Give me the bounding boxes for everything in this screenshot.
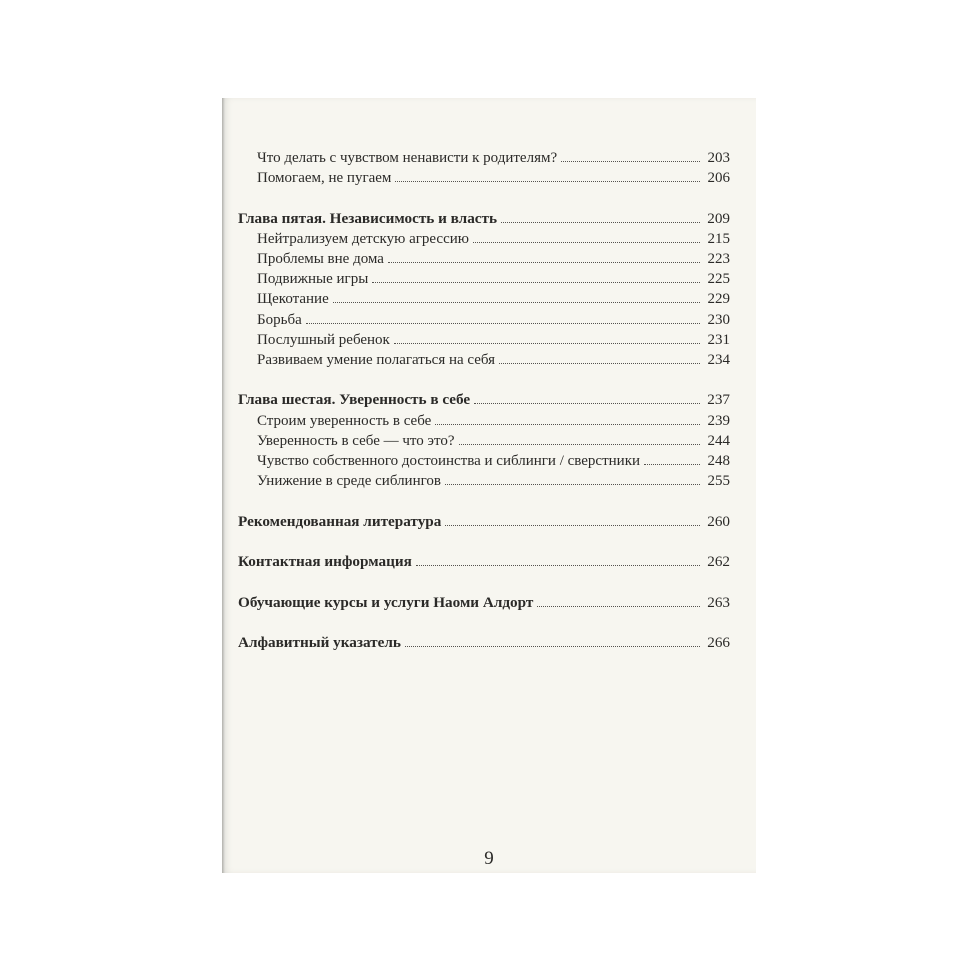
dot-leader [394, 343, 700, 344]
toc-entry-page: 237 [707, 391, 730, 409]
dot-leader [388, 262, 700, 263]
toc-entry-selfreliance [238, 350, 730, 370]
toc-entry-aggression [238, 229, 730, 249]
toc-entry-what-confidence [238, 431, 730, 451]
toc-entry-title: Уверенность в себе — что это? [257, 432, 455, 449]
toc-entry-page: 231 [707, 331, 730, 348]
dot-leader [405, 646, 700, 647]
toc-entry-tickling [238, 289, 730, 309]
spacer [238, 491, 730, 511]
toc-entry-page: 260 [707, 512, 730, 530]
toc-entry-outside [238, 249, 730, 269]
dot-leader [416, 565, 700, 566]
toc-entry-title: Помогаем, не пугаем [257, 170, 392, 187]
toc-entry-humiliation [238, 471, 730, 491]
dot-leader [474, 403, 700, 404]
toc-entry-obedient [238, 330, 730, 350]
dot-leader [501, 222, 700, 223]
table-of-contents [238, 148, 730, 653]
toc-entry-page: 215 [707, 230, 730, 247]
toc-entry-page: 262 [707, 553, 730, 571]
spacer [238, 532, 730, 552]
dot-leader [644, 464, 700, 465]
spacer [238, 613, 730, 633]
dot-leader [561, 161, 700, 162]
page-number: 9 [484, 848, 494, 869]
toc-entry-dignity-siblings [238, 451, 730, 471]
toc-entry-page: 248 [707, 453, 730, 470]
dot-leader [372, 282, 700, 283]
toc-chapter-title: Рекомендованная литература [238, 512, 442, 530]
toc-courses [238, 593, 730, 613]
toc-entry-title: Нейтрализуем детскую агрессию [257, 230, 469, 247]
toc-entry-page: 230 [707, 311, 730, 328]
toc-entry-title: Послушный ребенок [257, 331, 390, 348]
dot-leader [445, 484, 700, 485]
toc-chapter-title: Алфавитный указатель [238, 634, 401, 652]
toc-entry-page: 206 [707, 170, 730, 187]
toc-entry-title: Подвижные игры [257, 271, 369, 288]
toc-entry-title: Чувство собственного достоинства и сиблинги / сверстники [257, 453, 641, 470]
spacer [238, 572, 730, 592]
toc-entry-wrestling [238, 310, 730, 330]
toc-chapter-5 [238, 209, 730, 229]
toc-entry-hatred [238, 148, 730, 168]
dot-leader [333, 302, 700, 303]
toc-entry-games [238, 269, 730, 289]
toc-entry-title: Строим уверенность в себе [257, 412, 432, 429]
toc-index [238, 633, 730, 653]
toc-entry-page: 225 [707, 271, 730, 288]
toc-chapter-6 [238, 390, 730, 410]
toc-entry-title: Борьба [257, 311, 302, 328]
toc-entry-title: Что делать с чувством ненависти к родителям? [257, 150, 558, 166]
book-page [222, 98, 756, 873]
toc-chapter-title: Контактная информация [238, 553, 412, 571]
spacer [238, 370, 730, 390]
toc-entry-page: 223 [707, 251, 730, 268]
dot-leader [473, 242, 700, 243]
dot-leader [459, 444, 701, 445]
dot-leader [537, 606, 700, 607]
toc-entry-page: 255 [707, 473, 730, 490]
toc-entry-page: 263 [707, 593, 730, 611]
toc-entry-page: 239 [707, 412, 730, 429]
toc-entry-title: Развиваем умение полагаться на себя [257, 351, 496, 368]
dot-leader [395, 181, 700, 182]
toc-contact-info [238, 552, 730, 572]
toc-entry-page: 234 [707, 351, 730, 368]
toc-chapter-title: Глава пятая. Независимость и власть [238, 209, 498, 227]
toc-entry-page: 244 [707, 432, 730, 449]
dot-leader [435, 424, 700, 425]
toc-entry-title: Унижение в среде сиблингов [257, 473, 441, 490]
toc-entry-page: 266 [707, 634, 730, 652]
spacer [238, 188, 730, 208]
dot-leader [499, 363, 700, 364]
dot-leader [445, 525, 700, 526]
toc-recommended-reading [238, 512, 730, 532]
toc-chapter-title: Обучающие курсы и услуги Наоми Алдорт [238, 593, 534, 611]
toc-chapter-title: Глава шестая. Уверенность в себе [238, 391, 471, 409]
dot-leader [306, 323, 700, 324]
toc-entry-title: Проблемы вне дома [257, 251, 384, 268]
toc-entry-page: 203 [707, 150, 730, 166]
toc-entry-page: 229 [707, 291, 730, 308]
toc-entry-build-confidence [238, 411, 730, 431]
toc-entry-title: Щекотание [257, 291, 329, 308]
toc-entry-page: 209 [707, 209, 730, 227]
toc-entry-help [238, 168, 730, 188]
